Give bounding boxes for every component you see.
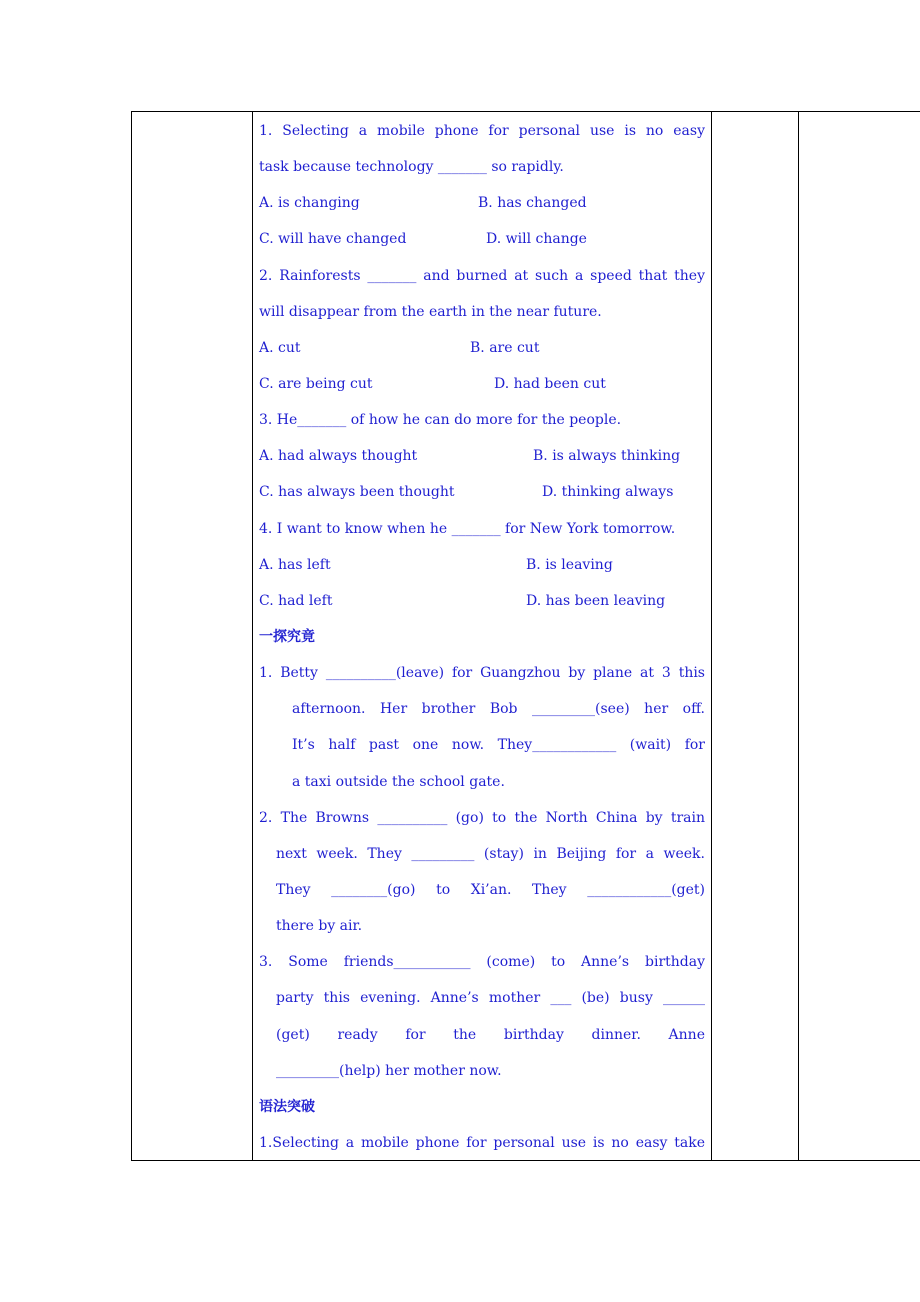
table-top-border [131, 111, 920, 112]
explore-2-line-3: They ________(go) to Xi’an. They ____________(get) [276, 881, 705, 898]
option-a: A. cut [259, 339, 301, 356]
option-d: D. has been leaving [526, 592, 666, 609]
question-1-line-2: task because technology _______ so rapidly. [259, 159, 564, 176]
option-b: B. has changed [478, 195, 587, 212]
option-c: C. are being cut [259, 375, 373, 392]
table-column-divider-1 [252, 111, 253, 1161]
explore-2-line-4: there by air. [276, 918, 363, 935]
grammar-line-1: 1.Selecting a mobile phone for personal use is no easy take [259, 1134, 705, 1151]
option-d: D. thinking always [542, 484, 674, 501]
table-column-divider-3 [798, 111, 799, 1161]
section-heading-grammar: 语法突破 [259, 1098, 315, 1115]
question-4-options-ab [259, 547, 705, 583]
explore-3-line-2: party this evening. Anne’s mother ___ (be) busy ______ [276, 990, 705, 1007]
question-4-line-1: 4. I want to know when he _______ for New York tomorrow. [259, 520, 676, 537]
option-c: C. will have changed [259, 231, 407, 248]
question-3-options-ab [259, 438, 705, 474]
option-c: C. has always been thought [259, 484, 455, 501]
section-heading-explore: 一探究竟 [259, 628, 315, 645]
question-1-options-cd [259, 221, 705, 257]
explore-2-line-1: 2. The Browns __________ (go) to the North China by train [259, 809, 705, 826]
table-left-border [131, 111, 132, 1161]
question-4-options-cd [259, 583, 705, 619]
explore-3-line-4: _________(help) her mother now. [276, 1062, 502, 1079]
option-d: D. will change [486, 231, 587, 248]
question-2-line-1: 2. Rainforests _______ and burned at such a speed that they [259, 267, 705, 284]
question-3-options-cd [259, 474, 705, 510]
option-a: A. had always thought [259, 448, 418, 465]
explore-1-line-2: afternoon. Her brother Bob _________(see) her off. [292, 701, 705, 718]
question-2-line-2: will disappear from the earth in the near future. [259, 303, 602, 320]
option-d: D. had been cut [494, 375, 606, 392]
question-3-line-1: 3. He_______ of how he can do more for the people. [259, 412, 622, 429]
table-column-divider-2 [711, 111, 712, 1161]
option-b: B. is leaving [526, 556, 613, 573]
question-2-options-cd [259, 366, 705, 402]
question-2-options-ab [259, 330, 705, 366]
option-c: C. had left [259, 592, 333, 609]
option-a: A. is changing [259, 195, 360, 212]
explore-1-line-1: 1. Betty __________(leave) for Guangzhou by plane at 3 this [259, 665, 705, 682]
question-1-line-1: 1. Selecting a mobile phone for personal use is no easy [259, 123, 705, 139]
option-b: B. is always thinking [533, 448, 681, 465]
option-b: B. are cut [470, 339, 540, 356]
question-1-options-ab [259, 185, 705, 221]
explore-1-line-4: a taxi outside the school gate. [292, 773, 505, 790]
option-a: A. has left [259, 556, 331, 573]
exercise-cell [259, 113, 705, 1161]
explore-1-line-3: It’s half past one now. They____________ (wait) for [292, 737, 705, 754]
explore-3-line-1: 3. Some friends___________ (come) to Anne’s birthday [259, 954, 705, 971]
explore-3-line-3: (get) ready for the birthday dinner. Anne [276, 1026, 705, 1043]
explore-2-line-2: next week. They _________ (stay) in Beijing for a week. [276, 845, 705, 862]
